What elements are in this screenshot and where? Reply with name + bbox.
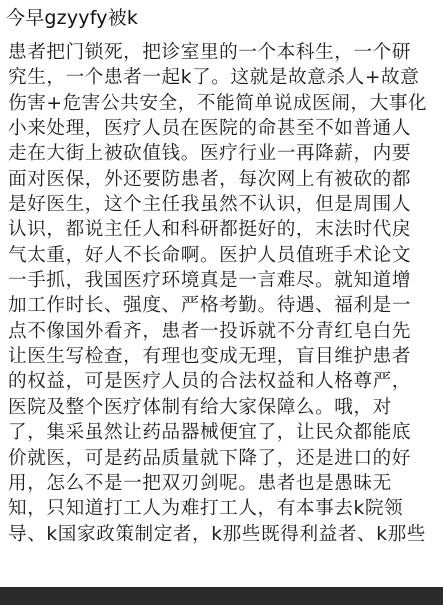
post-body-line: 了，集采虽然让药品器械便宜了，让民众都能底: [8, 422, 412, 444]
post-title: 今早gzyyfy被k: [6, 7, 139, 29]
post-body-line: 气太重，好人不长命啊。医护人员值班手术论文: [8, 244, 412, 266]
post-body-line: 认识，都说主任人和科研都挺好的，末法时代戾: [8, 219, 412, 241]
post-body-line: 伤害+危害公共安全，不能简单说成医闹，大事化: [8, 92, 428, 114]
post-body-line: 究生，一个患者一起k了。这就是故意杀人+故意: [8, 67, 420, 89]
post-body-line: 一手抓，我国医疗环境真是一言难尽。就知道增: [8, 270, 412, 292]
post-body-line: 让医生写检查，有理也变成无理，盲目维护患者: [8, 346, 412, 368]
post-body-line: 小来处理，医疗人员在医院的命甚至不如普通人: [8, 118, 412, 140]
post-body-line: 走在大街上被砍值钱。医疗行业一再降薪，内要: [8, 143, 412, 165]
post-body-line: 导、k国家政策制定者，k那些既得利益者、k那些: [8, 523, 426, 545]
post-body-line: 医院及整个医疗体制有给大家保障么。哦，对: [8, 396, 392, 418]
post-body-line: 患者把门锁死，把诊室里的一个本科生，一个研: [8, 42, 412, 63]
post-body-line: 价就医，可是药品质量就下降了，还是进口的好: [8, 447, 412, 469]
post-body-line: 面对医保，外还要防患者，每次网上有被砍的都: [8, 168, 412, 190]
post-body-line: 知，只知道打工人为难打工人，有本事去k院领: [8, 498, 404, 520]
bottom-overlay-bar: [0, 587, 443, 605]
post-body: [8, 40, 438, 547]
post-body-line: 点不像国外看齐，患者一投诉就不分青红皂白先: [8, 320, 412, 342]
post-body-line: 是好医生，这个主任我虽然不认识，但是周围人: [8, 194, 412, 216]
post-body-line: 加工作时长、强度、严格考勤。待遇、福利是一: [8, 295, 412, 317]
post-body-line: 用，怎么不是一把双刃剑呢。患者也是愚昧无: [8, 472, 392, 494]
post-body-line: 的权益，可是医疗人员的合法权益和人格尊严，: [8, 371, 412, 393]
